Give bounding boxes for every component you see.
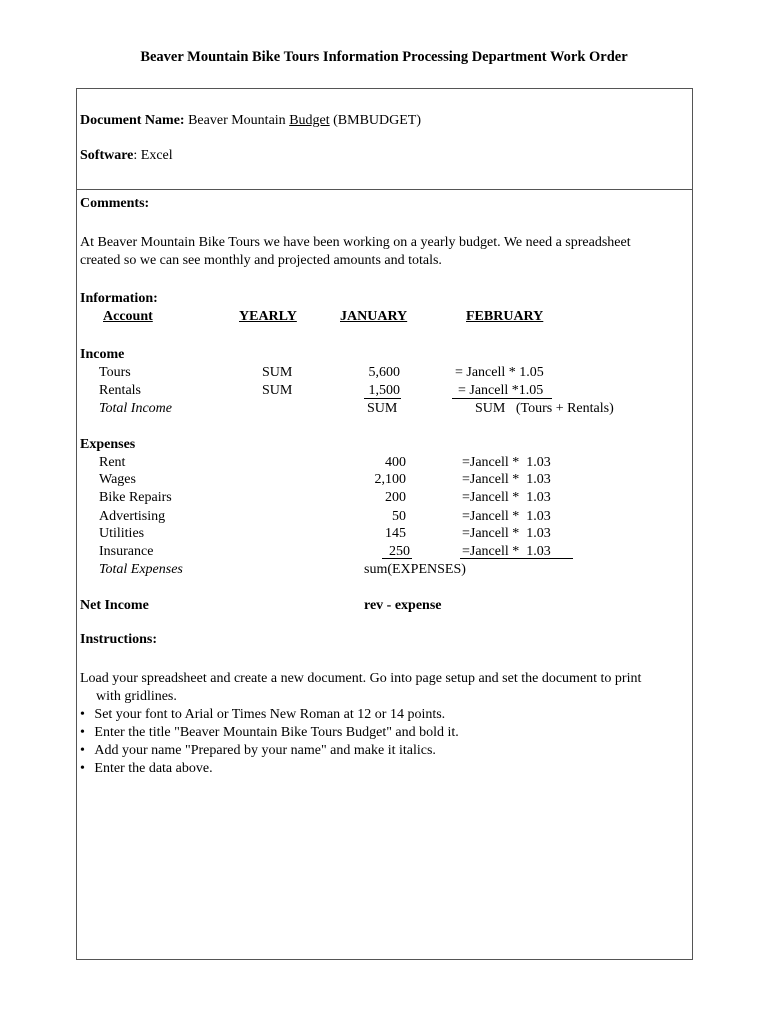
income-tours-february: = Jancell * 1.05 [455, 365, 544, 380]
page-title: Beaver Mountain Bike Tours Information Processing Department Work Order [140, 49, 628, 65]
header-february: FEBRUARY [466, 309, 544, 324]
comments-line-2: created so we can see monthly and projected amounts and totals. [80, 253, 442, 268]
instruction-item-text: Enter the title "Beaver Mountain Bike Tours Budget" and bold it. [94, 725, 459, 740]
net-income-january: rev - expense [364, 598, 442, 613]
income-label: Income [80, 347, 125, 362]
expense-utilities-january: 145 [385, 526, 406, 541]
expenses-february-underline [460, 558, 573, 559]
bullet-icon: • [80, 707, 85, 722]
expense-insurance-february: =Jancell * 1.03 [462, 544, 551, 559]
expenses-total-january: sum(EXPENSES) [364, 562, 466, 577]
comments-label: Comments: [80, 196, 150, 211]
expense-insurance-account: Insurance [99, 544, 154, 559]
income-rentals-february: = Jancell *1.05 [458, 383, 544, 398]
expense-wages-february: =Jancell * 1.03 [462, 472, 551, 487]
net-income-label: Net Income [80, 598, 149, 613]
document-name-prefix: Beaver Mountain [188, 113, 286, 128]
expense-utilities-february: =Jancell * 1.03 [462, 526, 551, 541]
document-name-label: Document Name: [80, 113, 185, 128]
instruction-item [80, 742, 436, 759]
document-name-underlined: Budget [289, 113, 330, 128]
income-rentals-account: Rentals [99, 383, 141, 398]
comments-line-1: At Beaver Mountain Bike Tours we have been working on a yearly budget. We need a spreadsheet [80, 235, 631, 250]
instruction-item [80, 724, 459, 741]
header-january: JANUARY [340, 309, 408, 324]
header-account: Account [103, 309, 153, 324]
expenses-total-account: Total Expenses [99, 562, 183, 577]
expense-rent-february: =Jancell * 1.03 [462, 455, 551, 470]
income-total-account: Total Income [99, 401, 172, 416]
expenses-january-underline [382, 558, 412, 559]
income-january-underline [364, 398, 401, 399]
income-total-january: SUM [367, 401, 398, 416]
expenses-label: Expenses [80, 437, 136, 452]
income-tours-january: 5,600 [368, 365, 400, 380]
instruction-item-text: Enter the data above. [94, 761, 213, 776]
information-label: Information: [80, 291, 158, 306]
instructions-intro-line-1: Load your spreadsheet and create a new document. Go into page setup and set the document to print [80, 671, 642, 686]
income-tours-account: Tours [99, 365, 131, 380]
income-rentals-yearly: SUM [262, 383, 293, 398]
document-name-suffix: (BMBUDGET) [333, 113, 422, 128]
header-yearly: YEARLY [239, 309, 297, 324]
instruction-item [80, 760, 213, 777]
instructions-label: Instructions: [80, 632, 158, 647]
instruction-item [80, 706, 445, 723]
expense-bike-repairs-january: 200 [385, 490, 406, 505]
expense-advertising-account: Advertising [99, 509, 166, 524]
software-label: Software [80, 148, 134, 163]
instruction-item-text: Add your name "Prepared by your name" and make it italics. [94, 743, 436, 758]
expense-rent-january: 400 [385, 455, 406, 470]
expense-bike-repairs-account: Bike Repairs [99, 490, 172, 505]
document-name-row [80, 112, 421, 129]
instructions-intro-line-2: with gridlines. [96, 689, 177, 704]
instruction-item-text: Set your font to Arial or Times New Roman at 12 or 14 points. [94, 707, 446, 722]
expense-wages-account: Wages [99, 472, 136, 487]
bullet-icon: • [80, 743, 85, 758]
section-divider [76, 189, 693, 190]
software-row [80, 147, 173, 164]
bullet-icon: • [80, 725, 85, 740]
income-tours-yearly: SUM [262, 365, 293, 380]
income-rentals-january: 1,500 [368, 383, 400, 398]
expense-insurance-january: 250 [389, 544, 410, 559]
software-value: : Excel [133, 148, 173, 163]
expense-advertising-january: 50 [392, 509, 406, 524]
expense-rent-account: Rent [99, 455, 126, 470]
income-total-february: SUM (Tours + Rentals) [475, 401, 614, 416]
expense-bike-repairs-february: =Jancell * 1.03 [462, 490, 551, 505]
expense-utilities-account: Utilities [99, 526, 145, 541]
bullet-icon: • [80, 761, 85, 776]
expense-advertising-february: =Jancell * 1.03 [462, 509, 551, 524]
income-february-underline [452, 398, 552, 399]
expense-wages-january: 2,100 [374, 472, 406, 487]
